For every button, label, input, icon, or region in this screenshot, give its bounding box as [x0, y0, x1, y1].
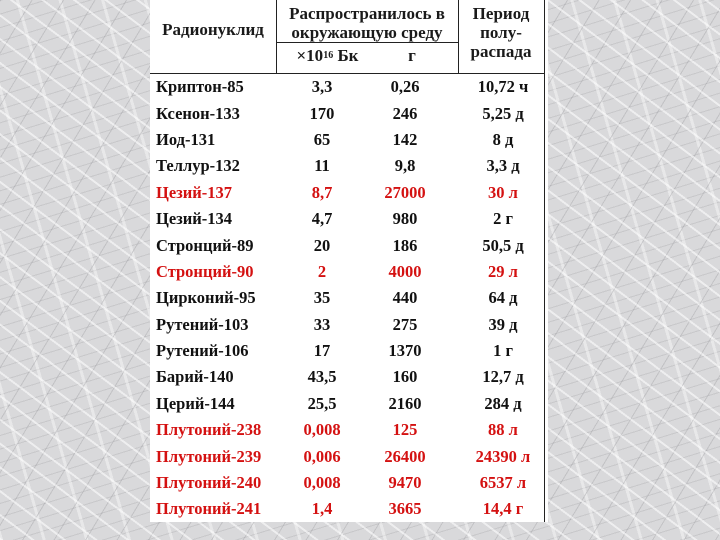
header-released-line1: Распространилось в: [289, 4, 445, 23]
released-bq-cell: 25,5: [307, 393, 337, 413]
nuclide-name-cell: Плутоний-241: [156, 499, 262, 519]
released-bq-cell: 20: [313, 235, 331, 255]
released-bq-cell: 2: [317, 261, 327, 281]
nuclide-name-cell: Стронций-90: [156, 261, 254, 281]
nuclide-name-cell: Церий-144: [156, 393, 235, 413]
nuclide-name-cell: Ксенон-133: [156, 103, 240, 123]
table-row: [150, 470, 548, 496]
nuclide-name-cell: Рутений-103: [156, 314, 249, 334]
released-grams-cell: 160: [392, 367, 418, 387]
half-life-cell: 30 л: [488, 182, 518, 202]
nuclide-name-cell: Барий-140: [156, 367, 234, 387]
nuclide-name-cell: Рутений-106: [156, 341, 249, 361]
header-nuclide: Радионуклид: [162, 20, 264, 39]
half-life-cell: 12,7 д: [482, 367, 524, 387]
nuclide-name-cell: Криптон-85: [156, 77, 244, 97]
released-grams-cell: 0,26: [390, 77, 420, 97]
table-row: [150, 127, 548, 153]
nuclide-name-cell: Стронций-89: [156, 235, 254, 255]
table-row: [150, 312, 548, 338]
nuclide-name-cell: Плутоний-238: [156, 420, 262, 440]
released-bq-cell: 4,7: [311, 209, 333, 229]
divider-sub-header: [276, 42, 458, 43]
half-life-cell: 50,5 д: [482, 235, 524, 255]
half-life-cell: 64 д: [488, 288, 518, 308]
nuclide-name-cell: Плутоний-239: [156, 446, 262, 466]
half-life-cell: 88 л: [488, 420, 518, 440]
half-life-cell: 284 д: [484, 393, 522, 413]
half-life-cell: 6537 л: [479, 473, 527, 493]
released-grams-cell: 125: [392, 420, 418, 440]
table-row: [150, 391, 548, 417]
released-bq-cell: 33: [313, 314, 331, 334]
table-row: [150, 417, 548, 443]
released-bq-cell: 11: [314, 156, 330, 176]
nuclide-name-cell: Цезий-137: [156, 182, 233, 202]
half-life-cell: 1 г: [493, 341, 513, 361]
half-life-cell: 24390 л: [475, 446, 531, 466]
released-grams-cell: 980: [392, 209, 418, 229]
released-bq-cell: 170: [309, 103, 335, 123]
released-grams-cell: 26400: [384, 446, 426, 466]
released-grams-cell: 9,8: [394, 156, 416, 176]
released-bq-cell: 3,3: [311, 77, 333, 97]
released-grams-cell: 246: [392, 103, 418, 123]
half-life-cell: 14,4 г: [482, 499, 524, 519]
table-row: [150, 496, 548, 522]
nuclide-name-cell: Иод-131: [156, 129, 216, 149]
nuclide-table: [150, 74, 548, 523]
table-row: [150, 180, 548, 206]
half-life-cell: 10,72 ч: [477, 77, 529, 97]
table-row: [150, 206, 548, 232]
nuclide-name-cell: Цирконий-95: [156, 288, 256, 308]
header-unit-g: г: [408, 46, 416, 65]
released-bq-cell: 8,7: [311, 182, 333, 202]
half-life-cell: 3,3 д: [486, 156, 520, 176]
header-released-line2: окружающую среду: [291, 23, 443, 42]
table-row: [150, 74, 548, 100]
released-grams-cell: 440: [392, 288, 418, 308]
half-life-cell: 5,25 д: [482, 103, 524, 123]
nuclide-name-cell: Цезий-134: [156, 209, 233, 229]
table-row: [150, 232, 548, 258]
header-period-line3: распада: [470, 42, 532, 61]
table-row: [150, 364, 548, 390]
released-grams-cell: 275: [392, 314, 418, 334]
released-grams-cell: 9470: [388, 473, 422, 493]
half-life-cell: 8 д: [492, 129, 514, 149]
table-row: [150, 153, 548, 179]
table-row: [150, 285, 548, 311]
released-grams-cell: 3665: [388, 499, 422, 519]
released-bq-cell: 35: [313, 288, 331, 308]
table-row: [150, 259, 548, 285]
released-bq-cell: 0,008: [303, 420, 341, 440]
half-life-cell: 39 д: [488, 314, 518, 334]
released-bq-cell: 0,006: [303, 446, 341, 466]
released-bq-cell: 65: [313, 129, 331, 149]
half-life-cell: 2 г: [493, 209, 513, 229]
released-bq-cell: 17: [313, 341, 331, 361]
header-unit-bq: $\times 10^{16}$ Бк: [296, 46, 359, 65]
released-grams-cell: 1370: [388, 341, 422, 361]
table-row: [150, 338, 548, 364]
nuclide-name-cell: Плутоний-240: [156, 473, 262, 493]
half-life-cell: 29 л: [488, 261, 518, 281]
table-row: [150, 443, 548, 469]
released-bq-cell: 0,008: [303, 473, 341, 493]
table-sheet: [150, 0, 548, 522]
table-row: [150, 100, 548, 126]
header-period-line2: полу-: [480, 23, 522, 42]
header-period-line1: Период: [472, 4, 530, 23]
released-grams-cell: 27000: [384, 182, 426, 202]
released-bq-cell: 1,4: [311, 499, 333, 519]
released-bq-cell: 43,5: [307, 367, 337, 387]
released-grams-cell: 4000: [388, 261, 422, 281]
released-grams-cell: 186: [392, 235, 418, 255]
nuclide-name-cell: Теллур-132: [156, 156, 240, 176]
released-grams-cell: 2160: [388, 393, 422, 413]
released-grams-cell: 142: [392, 129, 418, 149]
